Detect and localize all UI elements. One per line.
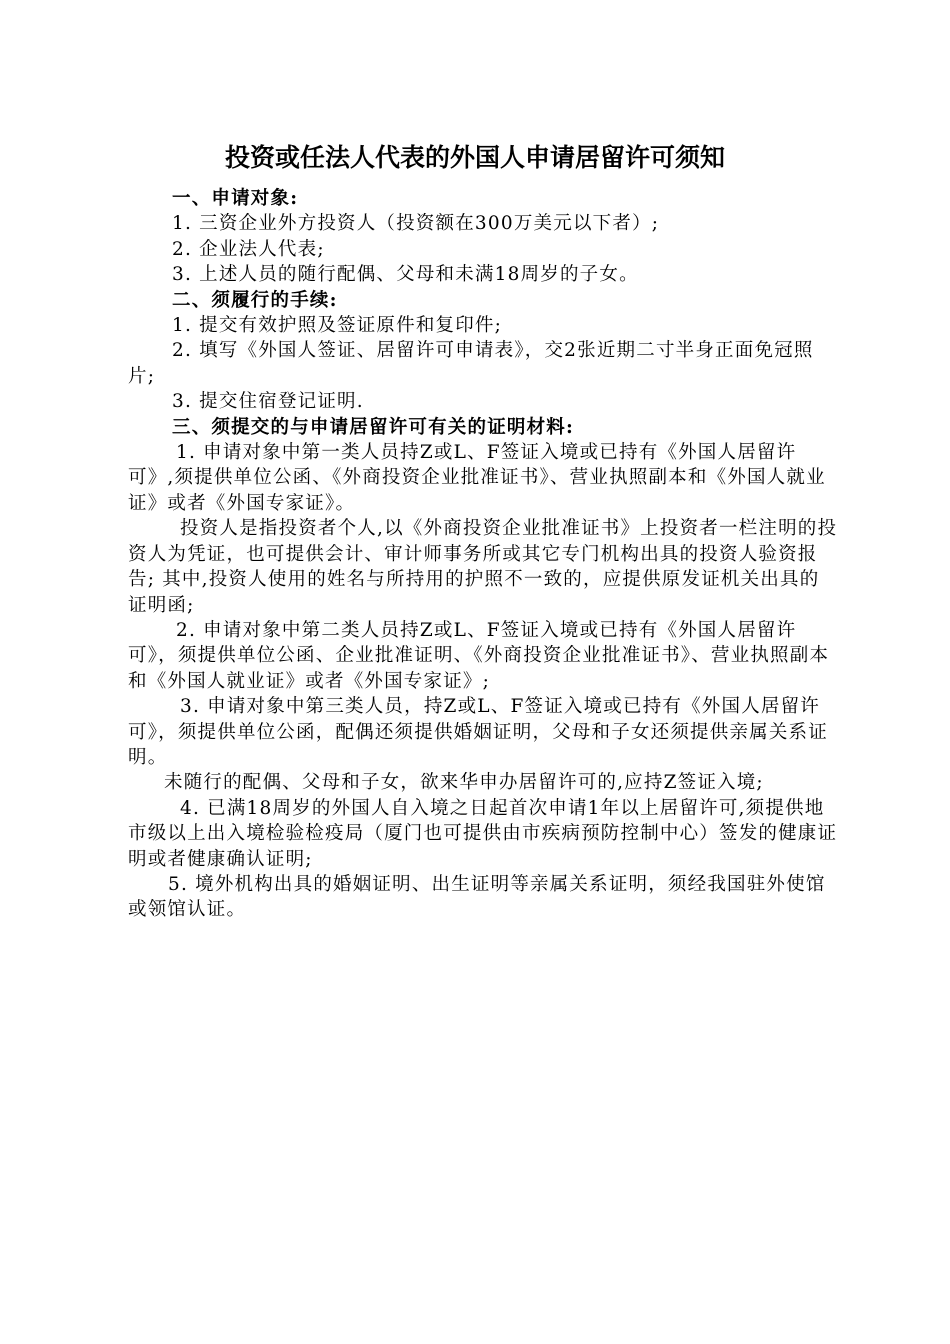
paragraph: 2. 填写《外国人签证、居留许可申请表》，交2张近期二寸半身正面免冠照片; — [128, 340, 814, 387]
paragraph: 3. 申请对象中第三类人员，持Z或L、F签证入境或已持有《外国人居留许可》，须提供单位公函，配偶还须提供婚姻证明，父母和子女还须提供亲属关系证明。 — [128, 696, 828, 768]
section-heading: 一、申请对象: — [172, 188, 299, 209]
paragraph: 1. 三资企业外方投资人（投资额在300万美元以下者）; — [172, 213, 660, 235]
document-body — [128, 186, 838, 923]
section-heading: 二、须履行的手续: — [172, 289, 338, 311]
paragraph: 5. 境外机构出具的婚姻证明、出生证明等亲属关系证明，须经我国驻外使馆或领馆认证。 — [128, 873, 826, 921]
paragraph: 1. 申请对象中第一类人员持Z或L、F签证入境或已持有《外国人居留许可》,须提供单位公函、《外商投资企业批准证书》、营业执照副本和《外国人就业证》或者《外国专家证》。 — [128, 442, 826, 514]
paragraph: 4. 已满18周岁的外国人自入境之日起首次申请1年以上居留许可,须提供地市级以上出入境检验检疫局（厦门也可提供由市疾病预防控制中心）签发的健康证明或者健康确认证明; — [128, 797, 838, 870]
paragraph: 1. 提交有效护照及签证原件和复印件; — [172, 315, 503, 337]
document-title: 投资或任法人代表的外国人申请居留许可须知 — [224, 143, 725, 172]
paragraph: 3. 上述人员的随行配偶、父母和未满18周岁的子女。 — [172, 264, 639, 286]
paragraph: 2. 企业法人代表; — [172, 238, 325, 260]
paragraph: 2. 申请对象中第二类人员持Z或L、F签证入境或已持有《外国人居留许可》，须提供单位公函、企业批准证明、《外商投资企业批准证书》、营业执照副本和《外国人就业证》或者《外国专家证》; — [128, 619, 830, 692]
paragraph: 未随行的配偶、父母和子女，欲来华申办居留许可的,应持Z签证入境; — [164, 772, 764, 794]
paragraph: 投资人是指投资者个人,以《外商投资企业批准证书》上投资者一栏注明的投资人为凭证，也可提供会计、审计师事务所或其它专门机构出具的投资人验资报告; 其中,投资人使用的姓名与所持用的护照不一致的，应提供原发证机关出具的证明函; — [128, 518, 838, 616]
section-heading: 三、须提交的与申请居留许可有关的证明材料: — [172, 416, 575, 438]
paragraph: 3. 提交住宿登记证明. — [172, 391, 364, 413]
